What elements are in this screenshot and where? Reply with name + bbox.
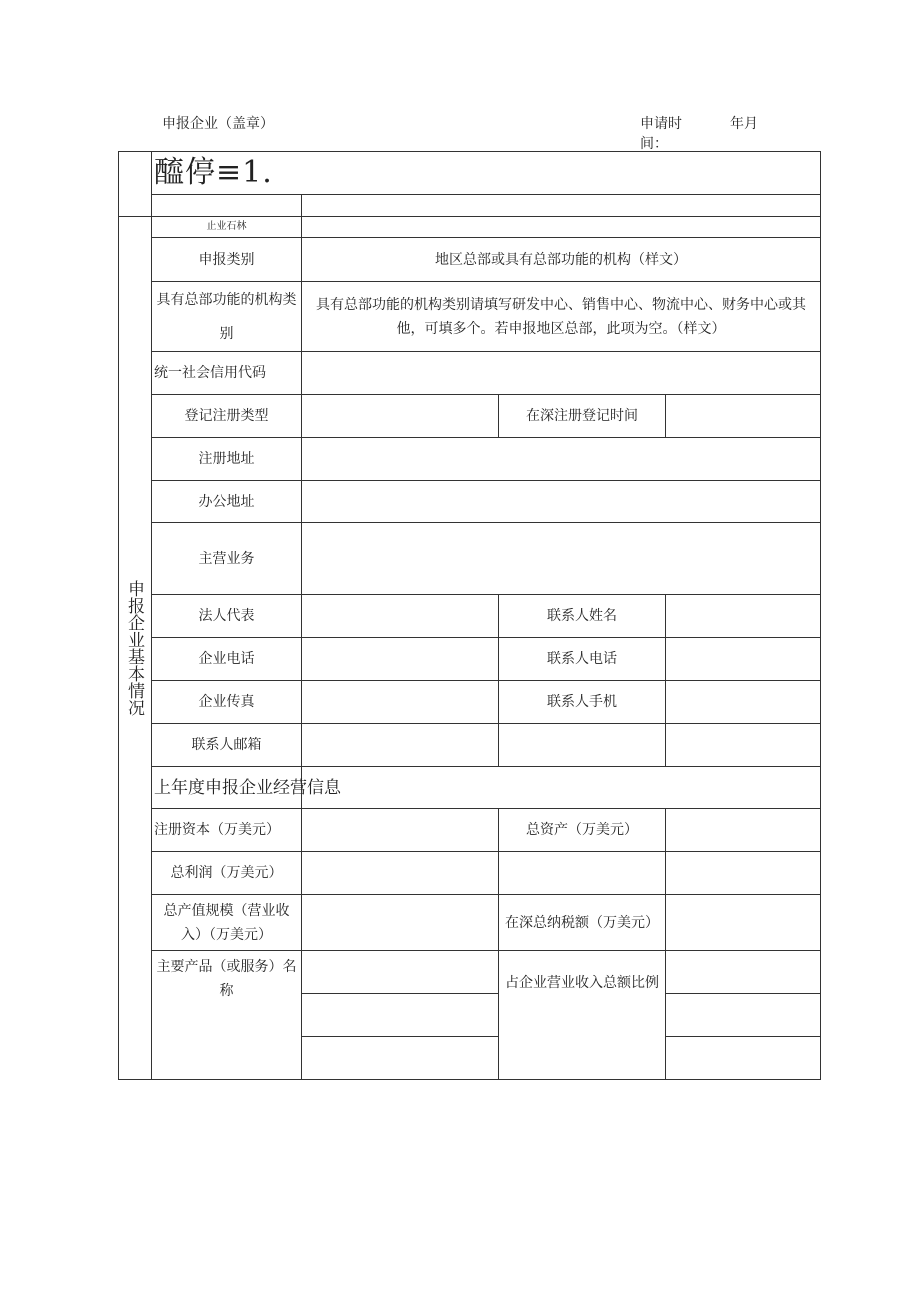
- hq-func-value[interactable]: 具有总部功能的机构类别请填写研发中心、销售中心、物流中心、财务中心或其他，可填多个。若申报地区总部，此项为空。（样文）: [316, 296, 806, 337]
- output-scale-field[interactable]: [302, 895, 498, 950]
- section-title: 上年度申报企业经营信息: [154, 777, 341, 798]
- tax-amount-field[interactable]: [666, 895, 820, 950]
- garbled-title: 醯停≡1.: [154, 155, 273, 190]
- office-address-label: 办公地址: [198, 493, 255, 510]
- category-value[interactable]: 地区总部或具有总部功能的机构（样文）: [435, 251, 687, 268]
- contact-email-field[interactable]: [302, 724, 498, 766]
- section-vertical-label: 申报企业基本情况: [124, 580, 144, 716]
- contact-email-label: 联系人邮箱: [191, 737, 262, 753]
- row-line: [665, 993, 821, 994]
- category-label: 申报类别: [198, 251, 255, 268]
- row-line: [151, 950, 821, 951]
- legal-rep-label: 法人代表: [198, 608, 255, 624]
- date-suffix: 年月: [730, 116, 758, 132]
- company-phone-field[interactable]: [302, 638, 498, 680]
- reg-address-label: 注册地址: [198, 451, 255, 467]
- tax-amount-label: 在深总纳税额（万美元）: [505, 914, 659, 931]
- reg-time-field[interactable]: [666, 395, 820, 437]
- company-name-label: 止业石林: [206, 221, 247, 232]
- company-name-field[interactable]: [302, 217, 820, 237]
- contact-phone-label: 联系人电话: [547, 651, 617, 667]
- contact-phone-field[interactable]: [666, 638, 820, 680]
- company-phone-label: 企业电话: [198, 651, 255, 667]
- total-profit-label: 总利润（万美元）: [170, 865, 283, 881]
- applicant-label: 申报企业（盖章）: [162, 116, 274, 132]
- total-assets-field[interactable]: [666, 809, 820, 851]
- company-fax-field[interactable]: [302, 681, 498, 723]
- hq-func-label: 具有总部功能的机构类别: [156, 291, 297, 342]
- row-line: [301, 1036, 498, 1037]
- total-profit-field[interactable]: [302, 852, 498, 894]
- contact-name-label: 联系人姓名: [547, 608, 617, 624]
- reg-time-label: 在深注册登记时间: [526, 408, 638, 424]
- row-line: [151, 194, 821, 195]
- office-address-field[interactable]: [302, 481, 820, 522]
- row-line: [665, 1036, 821, 1037]
- contact-mobile-field[interactable]: [666, 681, 820, 723]
- contact-mobile-label: 联系人手机: [547, 694, 617, 710]
- apply-time-label: 申请时间：: [640, 116, 682, 152]
- contact-name-field[interactable]: [666, 595, 820, 637]
- reg-capital-field[interactable]: [302, 809, 498, 851]
- company-fax-label: 企业传真: [198, 694, 255, 710]
- main-business-label: 主营业务: [198, 550, 255, 567]
- reg-type-label: 登记注册类型: [184, 408, 269, 424]
- credit-code-field[interactable]: [302, 352, 820, 394]
- reg-address-field[interactable]: [302, 438, 820, 480]
- revenue-ratio-label: 占企业营业收入总额比例: [505, 975, 659, 991]
- reg-type-field[interactable]: [302, 395, 498, 437]
- total-assets-label: 总资产（万美元）: [526, 822, 638, 838]
- output-scale-label: 总产值规模（营业收入）（万美元）: [163, 902, 290, 943]
- main-business-field[interactable]: [302, 523, 820, 594]
- credit-code-label: 统一社会信用代码: [154, 365, 266, 381]
- reg-capital-label: 注册资本（万美元）: [154, 822, 280, 838]
- legal-rep-field[interactable]: [302, 595, 498, 637]
- row-line: [301, 993, 498, 994]
- main-products-label: 主要产品（或服务）名称: [156, 959, 297, 999]
